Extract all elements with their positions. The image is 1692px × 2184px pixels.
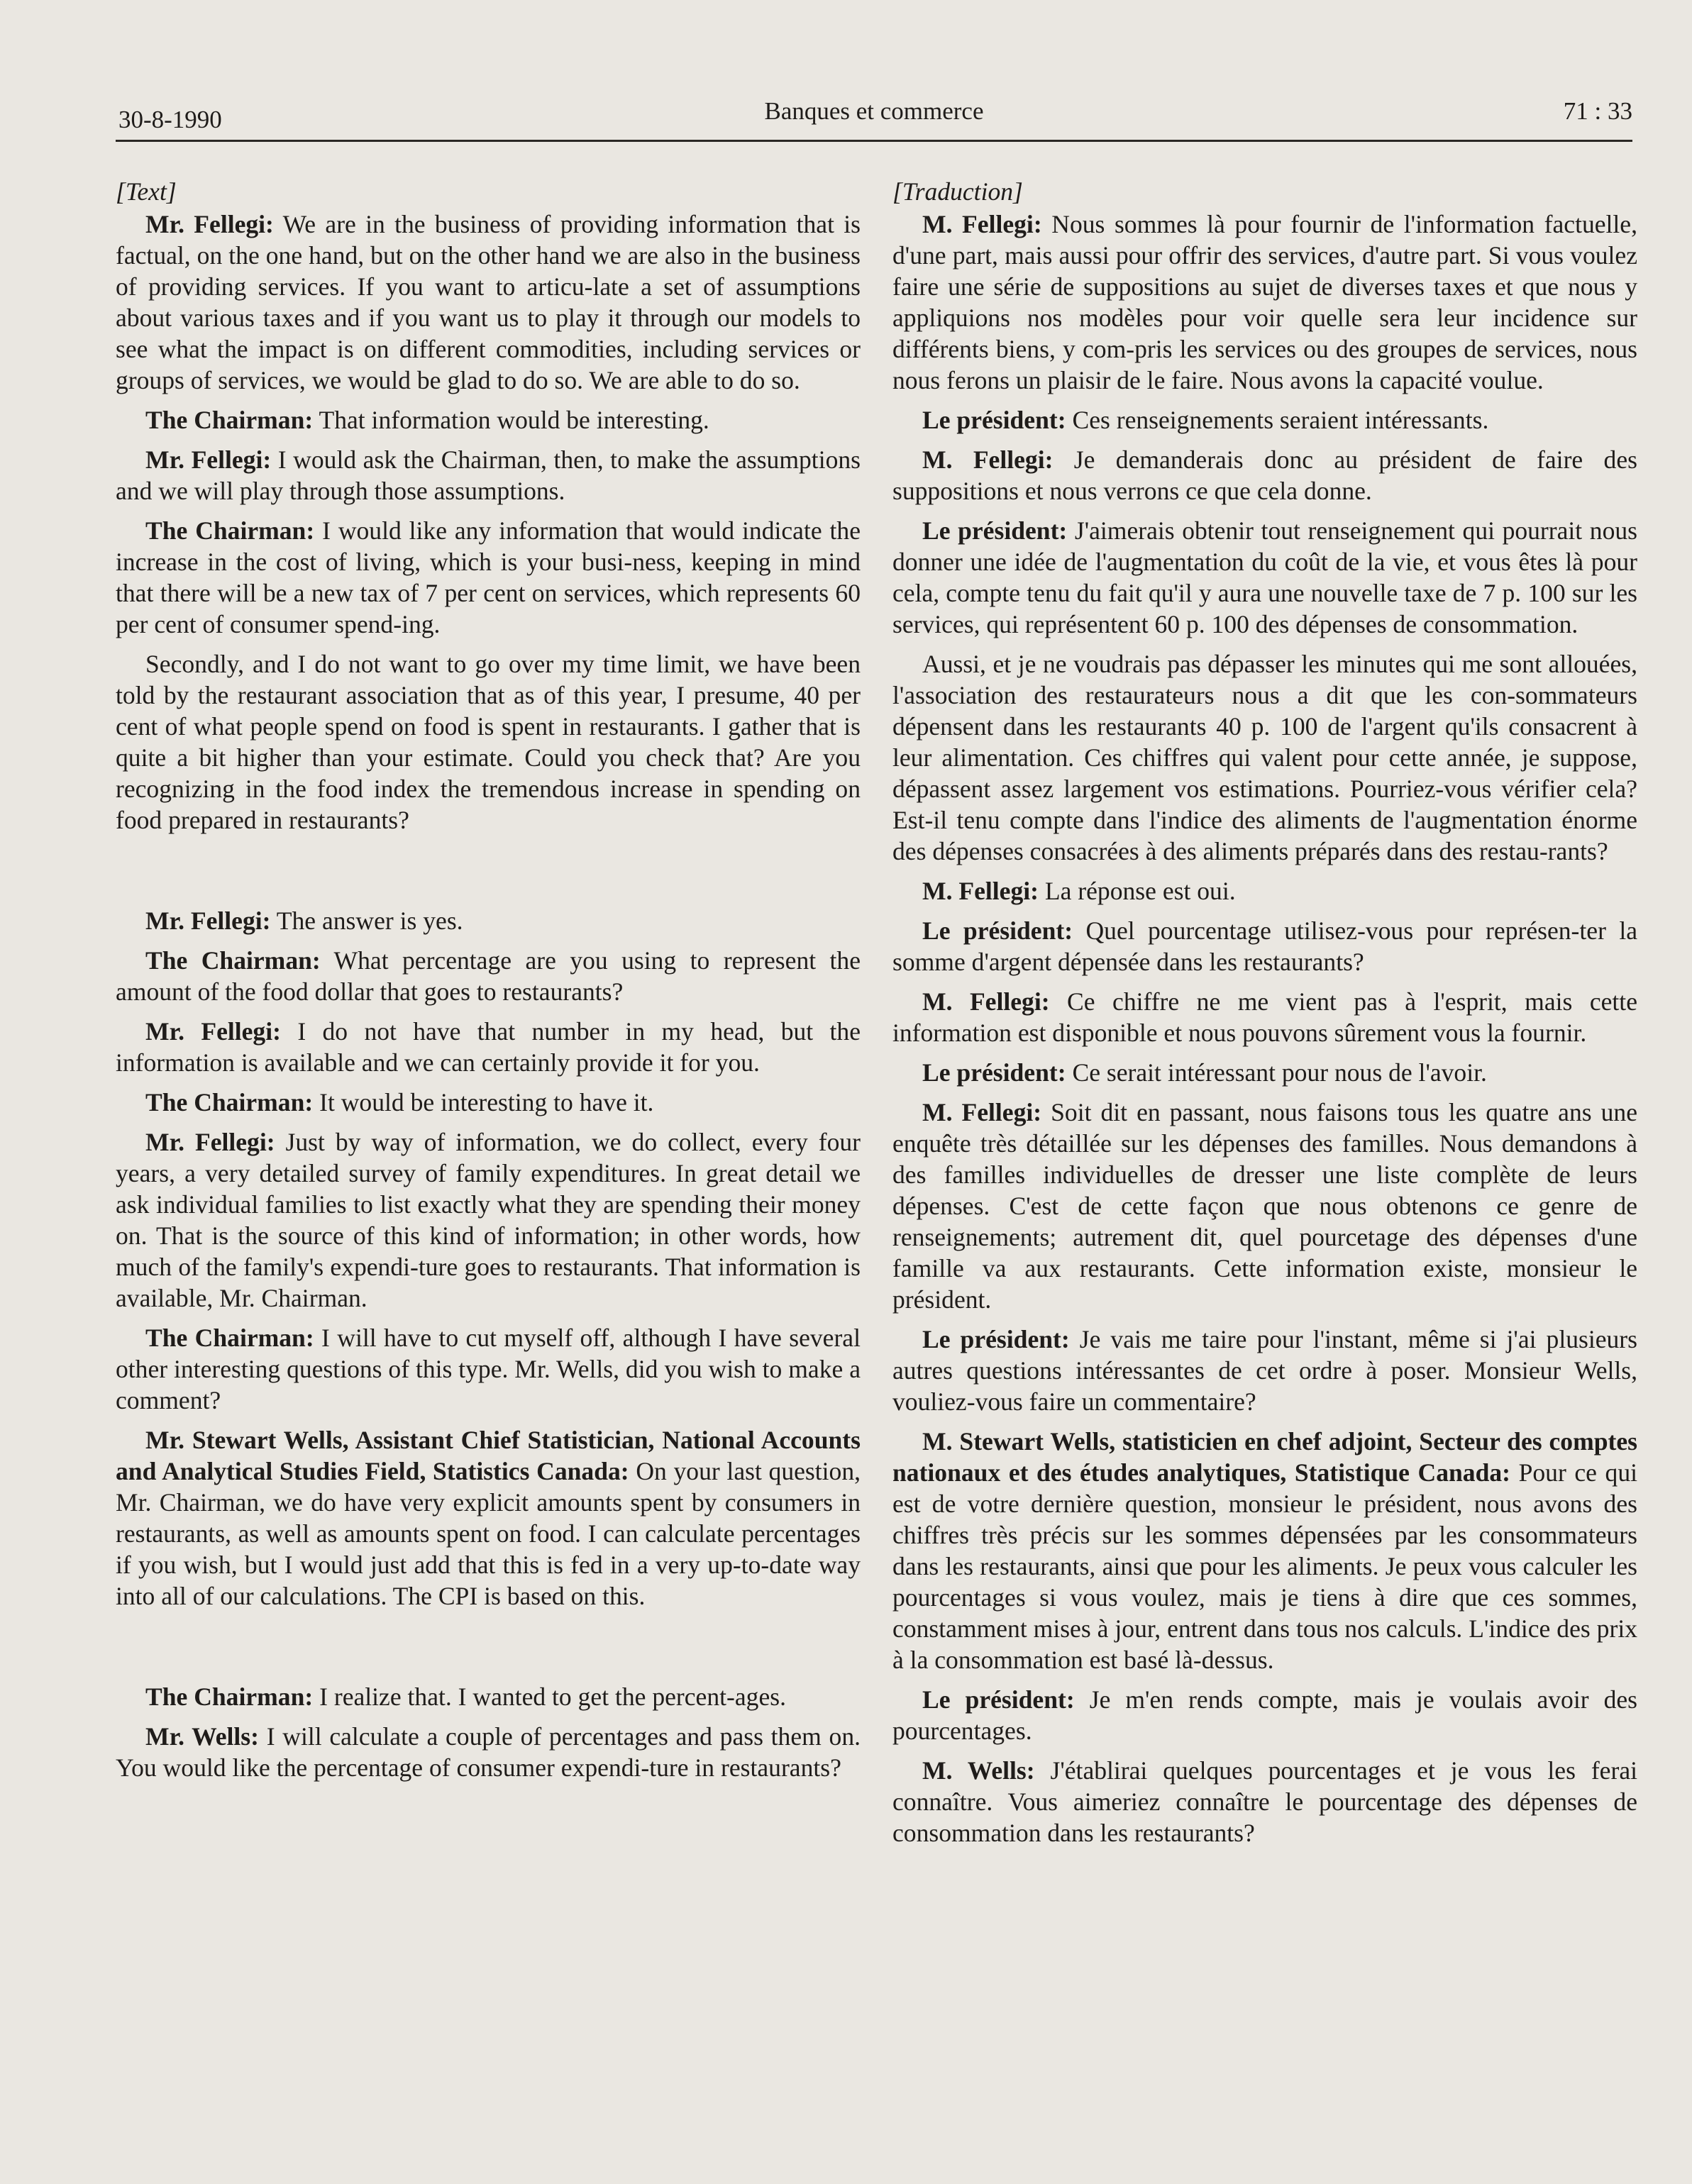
paragraph-text: La réponse est oui. xyxy=(1038,877,1236,905)
paragraph-text: I do not have that number in my head, but the information is available and we can certainly provide it for you. xyxy=(116,1017,861,1077)
speaker-name: Le président: xyxy=(922,1325,1070,1353)
paragraph-text: On your last question, Mr. Chairman, we do have very explicit amounts spent by consumers in restaurants, as well as amounts spent on food. I can calculate percentages if you wish, but I would just add that this is fed in a very up-to-date way into all of our calculations. The CPI is based on this. xyxy=(116,1457,861,1610)
paragraph xyxy=(892,1684,1637,1746)
speaker-name: M. Fellegi: xyxy=(922,210,1042,238)
paragraph xyxy=(116,648,861,836)
paragraph-text: Nous sommes là pour fournir de l'information factuelle, d'une part, mais aussi pour offrir des services, d'autre part. Si vous voulez faire une série de suppositions au sujet de diverses taxes et que nous y appliquions nos modèles pour voir quelle sera leur incidence sur différents biens, y com-pris les services ou des groupes de services, nous nous ferons un plaisir de le faire. Nous avons la capacité voulue. xyxy=(892,210,1637,394)
paragraph xyxy=(116,1424,861,1612)
speaker-name: Le président: xyxy=(922,916,1073,945)
paragraph-text: I will have to cut myself off, although I have several other interesting questions of this type. Mr. Wells, did you wish to make a comment? xyxy=(116,1324,861,1414)
speaker-name: The Chairman: xyxy=(145,516,315,545)
paragraph xyxy=(892,444,1637,506)
paragraph xyxy=(892,1097,1637,1315)
paragraph-text: Ce serait intéressant pour nous de l'avoir. xyxy=(1066,1058,1487,1087)
paragraph-text: I will calculate a couple of percentages and pass them on. You would like the percentage of consumer expendi-ture in restaurants? xyxy=(116,1722,861,1782)
paragraph xyxy=(892,648,1637,867)
paragraph xyxy=(116,444,861,506)
paragraph-text: I would like any information that would indicate the increase in the cost of living, which is your busi-ness, keeping in mind that there will be a new tax of 7 per cent on services, which represents 60 per cent of consumer spend-ing. xyxy=(116,516,861,638)
paragraph-text: Soit dit en passant, nous faisons tous les quatre ans une enquête très détaillée sur les dépenses des familles. Nous demandons à des familles individuelles de dresser une liste complète de leurs dépenses. C'est de cette façon que nous obtenons ce genre de renseignements; autrement dit, quel pourcetage des dépenses d'une famille va aux restaurants. Cette information existe, monsieur le président. xyxy=(892,1098,1637,1314)
speaker-name: Mr. Fellegi: xyxy=(145,907,271,935)
language-label: [Traduction] xyxy=(892,177,1023,206)
speaker-name: Le président: xyxy=(922,406,1066,434)
paragraph-text: Ces renseignements seraient intéressants. xyxy=(1066,406,1489,434)
paragraph-text: I would ask the Chairman, then, to make the assumptions and we will play through those assumptions. xyxy=(116,445,861,505)
paragraph xyxy=(116,515,861,640)
paragraph-text: Je m'en rends compte, mais je voulais avoir des pourcentages. xyxy=(892,1685,1638,1745)
paragraph xyxy=(116,1721,861,1783)
paragraph-text: The answer is yes. xyxy=(270,907,463,935)
speaker-name: The Chairman: xyxy=(145,406,314,434)
header-title: Banques et commerce xyxy=(764,97,984,125)
paragraph-text: J'établirai quelques pourcentages et je vous les ferai connaître. Vous aimeriez connaître le pourcentage des dépenses de consommation dans les restaurants? xyxy=(892,1756,1637,1847)
paragraph xyxy=(892,915,1637,977)
language-label: [Text] xyxy=(116,177,177,206)
speaker-name: M. Fellegi: xyxy=(922,877,1039,905)
paragraph xyxy=(116,1087,861,1118)
header-date: 30-8-1990 xyxy=(118,106,222,133)
paragraph xyxy=(892,1755,1637,1848)
paragraph xyxy=(892,1057,1637,1088)
paragraph-text: Je vais me taire pour l'instant, même si j'ai plusieurs autres questions intéressantes de cet ordre à poser. Monsieur Wells, vouliez-vous faire un commentaire? xyxy=(892,1325,1637,1416)
column-gap xyxy=(116,844,861,905)
speaker-name: The Chairman: xyxy=(145,946,321,975)
paragraph-text: Just by way of information, we do collect, every four years, a very detailed survey of family expenditures. In great detail we ask individual families to list exactly what they are spending their money on. That is the source of this kind of information; in other words, how much of the family's expendi-ture goes to restaurants. That information is available, Mr. Chairman. xyxy=(116,1128,861,1312)
speaker-name: Mr. Stewart Wells, Assistant Chief Statistician, National Accounts and Analytical Studies Field, Statistics Canada: xyxy=(116,1426,861,1485)
header-rule xyxy=(116,140,1632,142)
paragraph xyxy=(116,1016,861,1078)
speaker-name: Mr. Fellegi: xyxy=(145,1128,275,1156)
paragraph-text: That information would be interesting. xyxy=(313,406,709,434)
speaker-name: Mr. Fellegi: xyxy=(145,1017,281,1046)
paragraph xyxy=(116,945,861,1007)
paragraph xyxy=(892,209,1637,396)
paragraph xyxy=(892,875,1637,907)
speaker-name: Le président: xyxy=(922,516,1068,545)
speaker-name: Le président: xyxy=(922,1685,1075,1714)
paragraph xyxy=(116,404,861,436)
paragraph-text: J'aimerais obtenir tout renseignement qui pourrait nous donner une idée de l'augmentation du coût de la vie, et vous êtes là pour cela, compte tenu du fait qu'il y aura une nouvelle taxe de 7 p. 100 sur les services, qui représentent 60 p. 100 des dépenses de consommation. xyxy=(892,516,1637,638)
paragraph-text: Secondly, and I do not want to go over my time limit, we have been told by the restaurant association that as of this year, I presume, 40 per cent of what people spend on food is spent in restaurants. I gather that is quite a bit higher than your estimate. Could you check that? Are you recognizing in the food index the tremendous increase in spending on food prepared in restaurants? xyxy=(116,650,861,834)
paragraph-text: Quel pourcentage utilisez-vous pour représen-ter la somme d'argent dépensée dans les restaurants? xyxy=(892,916,1637,976)
page-header xyxy=(116,96,1632,138)
speaker-name: The Chairman: xyxy=(145,1324,314,1352)
speaker-name: M. Fellegi: xyxy=(922,1098,1042,1126)
speaker-name: Mr. Fellegi: xyxy=(145,445,272,474)
speaker-name: Le président: xyxy=(922,1058,1066,1087)
speaker-name: M. Wells: xyxy=(922,1756,1035,1785)
header-page-number: 71 : 33 xyxy=(1563,97,1632,125)
paragraph xyxy=(116,1322,861,1416)
paragraph xyxy=(892,986,1637,1048)
paragraph xyxy=(892,515,1637,640)
paragraph-text: Pour ce qui est de votre dernière question, monsieur le président, nous avons des chiffres très précis sur les sommes dépensées par les consommateurs dans les restaurants, ainsi que pour les aliments. Je peux vous calculer les pourcentages si vous voulez, mais je tiens à dire que ces sommes, constamment mises à jour, entrent dans tous nos calculs. L'indice des prix à la consommation est basé là-dessus. xyxy=(892,1458,1637,1674)
paragraph-text: I realize that. I wanted to get the percent-ages. xyxy=(313,1683,786,1711)
paragraph xyxy=(116,1681,861,1712)
speaker-name: The Chairman: xyxy=(145,1683,314,1711)
paragraph-text: We are in the business of providing information that is factual, on the one hand, but on the other hand we are also in the business of providing services. If you want to articu-late a set of assumptions about various taxes and if you want us to play it through our models to see what the impact is on different commodities, including services or groups of services, we would be glad to do so. We are able to do so. xyxy=(116,210,861,394)
speaker-name: Mr. Fellegi: xyxy=(145,210,274,238)
speaker-name: The Chairman: xyxy=(145,1088,314,1116)
paragraph xyxy=(116,1126,861,1314)
english-column xyxy=(116,176,861,1792)
paragraph-text: Aussi, et je ne voudrais pas dépasser les minutes qui me sont allouées, l'association des restaurateurs nous a dit que les con-sommateurs dépensent dans les restaurants 40 p. 100 de l'argent qu'ils consacrent à leur alimentation. Ces chiffres qui valent pour cette année, je suppose, dépassent assez largement vos estimations. Pourriez-vous vérifier cela? Est-il tenu compte dans l'indice des aliments de l'augmentation énorme des dépenses consacrées à des aliments préparés dans des restau-rants? xyxy=(892,650,1637,865)
french-column xyxy=(892,176,1637,1857)
paragraph-text: What percentage are you using to represent the amount of the food dollar that goes to restaurants? xyxy=(116,946,861,1006)
paragraph-text: It would be interesting to have it. xyxy=(313,1088,654,1116)
paragraph-text: Je demanderais donc au président de faire des suppositions et nous verrons ce que cela donne. xyxy=(892,445,1637,505)
paragraph xyxy=(892,1324,1637,1417)
paragraph xyxy=(892,404,1637,436)
speaker-name: Mr. Wells: xyxy=(145,1722,259,1751)
speaker-name: M. Fellegi: xyxy=(922,987,1050,1016)
speaker-name: M. Fellegi: xyxy=(922,445,1054,474)
column-gap xyxy=(116,1620,861,1681)
speaker-name: M. Stewart Wells, statisticien en chef adjoint, Secteur des comptes nationaux et des études analytiques, Statistique Canada: xyxy=(892,1427,1637,1487)
paragraph xyxy=(892,1426,1637,1675)
paragraph xyxy=(116,209,861,396)
paragraph xyxy=(116,905,861,936)
paragraph-text: Ce chiffre ne me vient pas à l'esprit, mais cette information est disponible et nous pouvons sûrement vous la fournir. xyxy=(892,987,1637,1047)
